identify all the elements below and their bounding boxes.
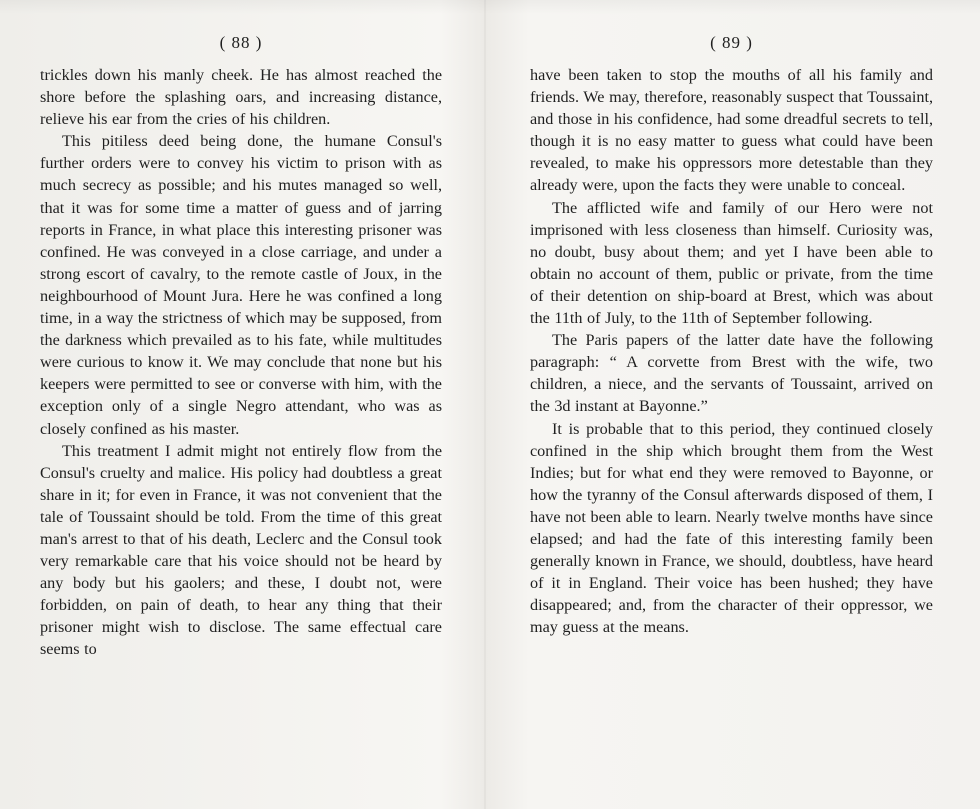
left-page [40,33,442,661]
left-paragraph-2: This pitiless deed being done, the humane Consul's further orders were to convey his victim to prison with as much secrecy as possible; and his mutes managed so well, that it was for some time a matter of guess and of jarring reports in France, in what place this interesting prisoner was confined. He was conveyed in a close carriage, and under a strong escort of cavalry, to the remote castle of Joux, in the neighbourhood of Mount Jura. Here he was confined a long time, in a way the strictness of which may be supposed, from the darkness which prevailed as to his fate, while multitudes were curious to know it. We may conclude that none but his keepers were permitted to see or converse with him, with the exception only of a single Negro attendant, who was as closely confined as his master. [40,132,442,438]
page-number-89: ( 89 ) [710,33,753,52]
book-gutter [484,0,486,809]
right-paragraph-1: have been taken to stop the mouths of all his family and friends. We may, therefore, reasonably suspect that Toussaint, and those in his confidence, had some dreadful secrets to tell, though it is no easy matter to guess what could have been revealed, to make his oppressors more detestable than they already were, upon the facts they were unable to conceal. [530,66,933,195]
right-page [530,33,933,638]
left-paragraph-3: This treatment I admit might not entirely flow from the Consul's cruelty and malice. His policy had doubtless a great share in it; for even in France, it was not convenient that the tale of Toussaint should be told. From the time of this great man's arrest to that of his death, Leclerc and the Consul took very remarkable care that his voice should not be heard by any body but his gaolers; and these, I doubt not, were forbidden, on pain of death, to hear any thing that their prisoner might wish to disclose. The same effectual care seems to [40,441,442,659]
left-paragraph-1: trickles down his manly cheek. He has almost reached the shore before the splashing oars, and increasing distance, relieve his ear from the cries of his children. [40,66,442,129]
right-paragraph-2: The afflicted wife and family of our Hero were not imprisoned with less closeness than himself. Curiosity was, no doubt, busy about them; and yet I have been able to obtain no account of them, public or private, from the time of their detention on ship-board at Brest, which was about the 11th of July, to the 11th of September following. [530,198,933,328]
right-paragraph-4: It is probable that to this period, they continued closely confined in the ship which brought them from the West Indies; but for what end they were removed to Bayonne, or how the tyranny of the Consul afterwards disposed of them, I have not been able to learn. Nearly twelve months have since elapsed; and had the fate of this interesting family been generally known in France, we should, doubtless, have heard of it in England. Their voice has been hushed; they have disappeared; and, from the character of their oppressor, we may guess at the means. [530,419,933,637]
right-paragraph-3: The Paris papers of the latter date have the following paragraph: “ A corvette from Brest with the wife, two children, a niece, and the servants of Toussaint, arrived on the 3d instant at Bayonne.” [530,331,933,416]
page-number-88: ( 88 ) [219,33,263,52]
